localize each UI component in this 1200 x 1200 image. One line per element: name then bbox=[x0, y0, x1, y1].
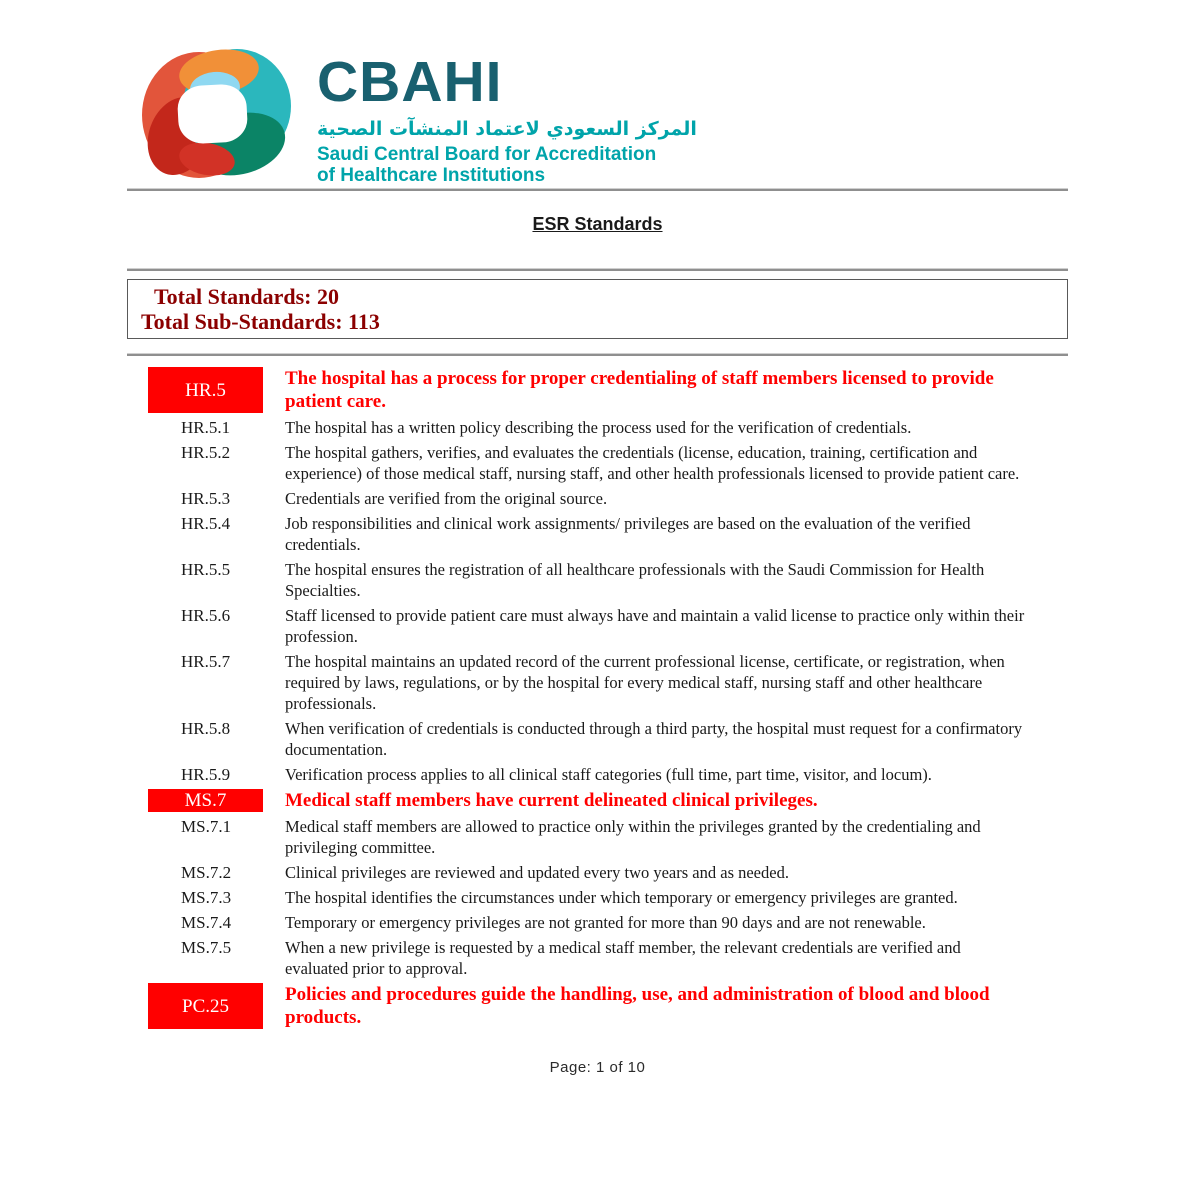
document-page bbox=[127, 0, 1068, 1076]
standard-text: When verification of credentials is conducted through a third party, the hospital must request for a confirmatory documentation. bbox=[285, 719, 1023, 759]
standard-text: Credentials are verified from the original source. bbox=[285, 489, 608, 508]
standard-code: MS.7.3 bbox=[181, 888, 232, 907]
standard-text: The hospital ensures the registration of all healthcare professionals with the Saudi Commission for Health Specialties. bbox=[285, 560, 985, 600]
substandard-row bbox=[148, 442, 1068, 484]
standard-text: The hospital has a written policy describing the process used for the verification of credentials. bbox=[285, 418, 912, 437]
standard-code: MS.7.4 bbox=[181, 913, 232, 932]
standard-row bbox=[148, 367, 1068, 413]
brand-name: CBAHI bbox=[317, 50, 503, 114]
totals-summary-box bbox=[127, 279, 1068, 339]
standard-code: PC.25 bbox=[148, 983, 263, 1029]
standard-code: HR.5.3 bbox=[181, 489, 231, 508]
substandard-row bbox=[148, 887, 1068, 908]
standard-text: Verification process applies to all clinical staff categories (full time, part time, visitor, and locum). bbox=[285, 765, 932, 784]
substandard-row bbox=[148, 912, 1068, 933]
substandard-row bbox=[148, 417, 1068, 438]
standard-code: MS.7.5 bbox=[181, 938, 232, 957]
standard-text: Job responsibilities and clinical work assignments/ privileges are based on the evaluation of the verified credentials. bbox=[285, 514, 971, 554]
standards-table bbox=[148, 367, 1068, 1029]
standard-text: The hospital has a process for proper credentialing of staff members licensed to provide patient care. bbox=[285, 368, 994, 412]
standard-text: The hospital gathers, verifies, and evaluates the credentials (license, education, training, certification and experience) of those medical staff, nursing staff, and other health professionals licensed to provide patient care. bbox=[285, 443, 1020, 483]
standard-code: HR.5.7 bbox=[181, 652, 231, 671]
standard-code: HR.5.5 bbox=[181, 560, 231, 579]
standard-text: The hospital identifies the circumstances under which temporary or emergency privileges are granted. bbox=[285, 888, 958, 907]
standard-code: MS.7.1 bbox=[181, 817, 232, 836]
horizontal-rule bbox=[127, 353, 1068, 356]
standard-code: HR.5.4 bbox=[181, 514, 231, 533]
total-sub-standards: Total Sub-Standards: 113 bbox=[141, 309, 380, 334]
brand-subtitle-line1: Saudi Central Board for Accreditation bbox=[317, 144, 657, 165]
substandard-row bbox=[148, 513, 1068, 555]
substandard-row bbox=[148, 764, 1068, 785]
standard-code: HR.5.1 bbox=[181, 418, 231, 437]
standard-text: Staff licensed to provide patient care must always have and maintain a valid license to practice only within their profession. bbox=[285, 606, 1025, 646]
header bbox=[141, 40, 1068, 185]
standard-code: HR.5.2 bbox=[181, 443, 231, 462]
standard-code: MS.7.2 bbox=[181, 863, 232, 882]
standard-text: Medical staff members are allowed to practice only within the privileges granted by the credentialing and privileging committee. bbox=[285, 817, 981, 857]
horizontal-rule bbox=[127, 268, 1068, 271]
substandard-row bbox=[148, 651, 1068, 714]
standard-text: Clinical privileges are reviewed and updated every two years and as needed. bbox=[285, 863, 789, 882]
brand-subtitle bbox=[317, 144, 697, 186]
substandard-row bbox=[148, 816, 1068, 858]
standard-code: MS.7 bbox=[148, 789, 263, 812]
standard-row bbox=[148, 789, 1068, 812]
substandard-row bbox=[148, 862, 1068, 883]
standard-text: The hospital maintains an updated record of the current professional license, certificate, or registration, when required by laws, regulations, or by the hospital for every medical staff, nursing staff and other healthcare professionals. bbox=[285, 652, 1005, 713]
standard-code: HR.5.9 bbox=[181, 765, 231, 784]
brand-name-arabic: المركز السعودي لاعتماد المنشآت الصحية bbox=[317, 118, 697, 140]
standard-code: HR.5 bbox=[148, 367, 263, 413]
brand-text-block bbox=[317, 40, 697, 186]
standard-text: When a new privilege is requested by a medical staff member, the relevant credentials are verified and evaluated prior to approval. bbox=[285, 938, 961, 978]
substandard-row bbox=[148, 937, 1068, 979]
standard-code: HR.5.8 bbox=[181, 719, 231, 738]
standard-text: Medical staff members have current delineated clinical privileges. bbox=[285, 790, 818, 811]
substandard-row bbox=[148, 718, 1068, 760]
standard-code: HR.5.6 bbox=[181, 606, 231, 625]
brand-subtitle-line2: of Healthcare Institutions bbox=[317, 165, 546, 186]
substandard-row bbox=[148, 488, 1068, 509]
page-title: ESR Standards bbox=[532, 214, 663, 234]
standard-text: Temporary or emergency privileges are not granted for more than 90 days and are not renewable. bbox=[285, 913, 926, 932]
total-standards: Total Standards: 20 bbox=[154, 284, 340, 309]
substandard-row bbox=[148, 605, 1068, 647]
standard-row bbox=[148, 983, 1068, 1029]
page-number: Page: 1 of 10 bbox=[549, 1059, 646, 1076]
substandard-row bbox=[148, 559, 1068, 601]
cbahi-logo-icon bbox=[141, 40, 293, 190]
standard-text: Policies and procedures guide the handling, use, and administration of blood and blood products. bbox=[285, 984, 990, 1028]
